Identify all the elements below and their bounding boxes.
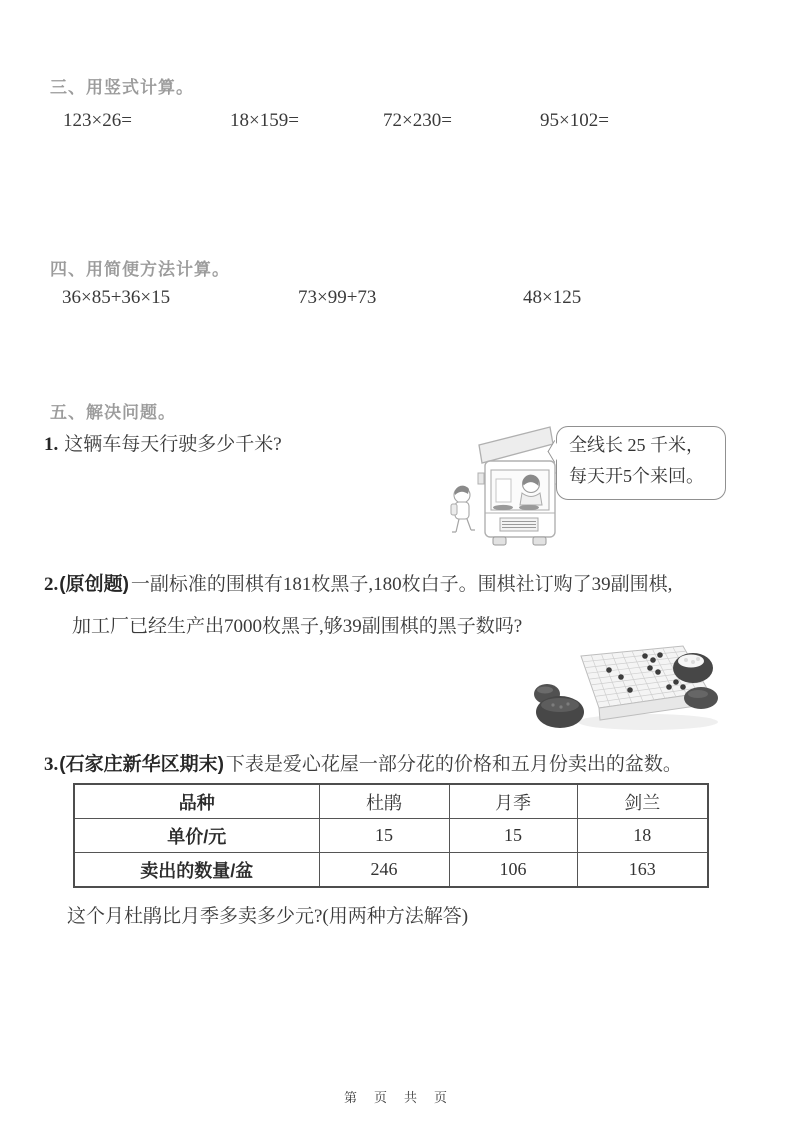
bus-illustration [443,418,569,550]
problem-2-text-1: 一副标准的围棋有181枚黑子,180枚白子。围棋社订购了39副围棋, [130,574,673,595]
table-quantity-row [74,853,708,888]
flower-price-table [73,783,709,888]
table-cell-variety-label: 品种 [74,784,319,819]
table-cell-price-label: 单价/元 [74,819,319,853]
problem-3-line [44,749,682,776]
problem-1-number: 1. [44,434,59,455]
problem-1-text: 这辆车每天行驶多少千米? [64,434,282,455]
table-cell-azalea: 杜鹃 [319,784,449,819]
problem-3-intro: 下表是爱心花屋一部分花的价格和五月份卖出的盆数。 [225,754,682,775]
bus-wheels [493,537,546,545]
board-shadow [578,714,718,730]
simplify-problem-1: 36×85+36×15 [62,287,171,308]
table-cell-quantity-gladiolus: 163 [577,853,708,888]
simplify-problem-2: 73×99+73 [298,287,377,308]
bus-body [478,461,561,537]
vertical-calc-problem-1: 123×26= [63,110,132,131]
speech-bubble [556,426,726,500]
problem-2-line-1 [44,569,672,596]
problem-3-number: 3. [44,754,59,775]
problem-2-line-2: 加工厂已经生产出7000枚黑子,够39副围棋的黑子数吗? [72,616,523,637]
child-figure [451,486,475,532]
table-cell-quantity-label: 卖出的数量/盆 [74,853,319,888]
problem-1-line [44,429,282,456]
vertical-calc-problem-4: 95×102= [540,110,609,131]
table-cell-price-rose: 15 [449,819,577,853]
section-three-title: 三、用竖式计算。 [50,78,194,97]
go-board-illustration [533,630,723,738]
table-cell-quantity-rose: 106 [449,853,577,888]
section-four-title: 四、用简便方法计算。 [50,260,230,279]
vertical-calc-problem-3: 72×230= [383,110,452,131]
table-cell-price-azalea: 15 [319,819,449,853]
table-price-row [74,819,708,853]
table-cell-price-gladiolus: 18 [577,819,708,853]
problem-3-source-tag: (石家庄新华区期末) [59,754,224,775]
speech-bubble-line-2: 每天开5个来回。 [569,466,704,486]
section-five-title: 五、解决问题。 [50,403,176,422]
problem-3-question: 这个月杜鹃比月季多卖多少元?(用两种方法解答) [67,906,469,927]
simplify-problem-3: 48×125 [523,287,582,308]
speech-bubble-line-1: 全线长 25 千米， [569,435,704,455]
table-cell-rose: 月季 [449,784,577,819]
roof-sign [479,427,553,463]
table-cell-quantity-azalea: 246 [319,853,449,888]
table-cell-gladiolus: 剑兰 [577,784,708,819]
page-footer: 第 页 共 页 [343,1090,449,1105]
problem-2-source-tag: (原创题) [59,574,129,595]
table-header-row [74,784,708,819]
vertical-calc-problem-2: 18×159= [230,110,299,131]
black-stone-bowl [534,684,584,728]
problem-2-number: 2. [44,574,59,595]
